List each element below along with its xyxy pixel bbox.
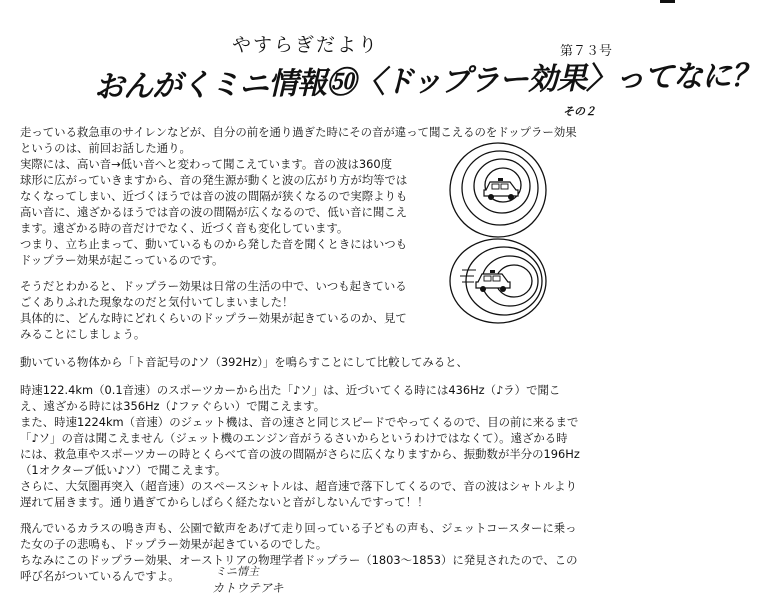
text-line: そうだとわかると、ドップラー効果は日常の生活の中で、いつも起きている bbox=[20, 279, 407, 293]
text-line: また、時速1224km（音速）のジェット機は、音の速さと同じスピードでやってくるので、目の前に来るまで bbox=[20, 415, 579, 429]
signature-label: ミニ情主 bbox=[215, 565, 259, 578]
signature-name: カトウテアキ bbox=[212, 581, 284, 595]
headline: おんがくミニ情報㊿〈ドップラー効果〉ってなに？ bbox=[93, 58, 760, 105]
text-line: 走っている救急車のサイレンなどが、自分の前を通り過ぎた時にその音が違って聞こえるのをドップラー効果 bbox=[20, 125, 577, 139]
car-sound-waves-icon bbox=[448, 140, 548, 240]
car-icon bbox=[476, 270, 510, 292]
text-line: 高い音に、遠ざかるほうでは音の波の間隔が広くなるので、低い音に聞こえ bbox=[20, 205, 408, 219]
text-line: さらに、大気圏再突入（超音速）のスペースシャトルは、超音速で落下してくるので、音の波はシャトルより bbox=[20, 479, 577, 493]
newsletter-title: やすらぎだより bbox=[232, 34, 380, 56]
text-line: え、遠ざかる時には356Hz（♪ファぐらい）で聞こえます。 bbox=[20, 399, 326, 413]
text-line: ちなみにこのドップラー効果、オーストリアの物理学者ドップラー（1803～1853）に発見されたので、この bbox=[20, 553, 578, 567]
corner-mark bbox=[660, 0, 675, 3]
text-line: というのは、前回お話した通り。 bbox=[20, 141, 191, 155]
text-line: みることにしましょう。 bbox=[20, 327, 146, 341]
text-line: ごくありふれた現象なのだと気付いてしまいました！ bbox=[20, 295, 294, 309]
text-line: には、救急車やスポーツカーの時とくらべて音の波の間隔がさらに広くなりますから、振動数が半分の196Hz bbox=[20, 447, 580, 461]
headline-subtitle: その２ bbox=[563, 105, 596, 118]
text-line: 遅れて届きます。通り過ぎてからしばらく経たないと音がしないんですって！！ bbox=[20, 495, 429, 509]
ambulance-sound-waves-icon bbox=[448, 236, 548, 326]
text-line: 具体的に、どんな時にどれくらいのドップラー効果が起きているのか、見て bbox=[20, 311, 407, 325]
text-line: た女の子の悲鳴も、ドップラー効果が起きているのでした。 bbox=[20, 537, 328, 551]
text-line: ます。遠ざかる時の音だけでなく、近づく音も変化しています。 bbox=[20, 221, 349, 235]
issue-number: 第７３号 bbox=[560, 44, 613, 59]
text-line: 呼び名がついているんですよ。 bbox=[20, 569, 180, 583]
text-line: 飛んでいるカラスの鳴き声も、公園で歓声をあげて走り回っている子どもの声も、ジェットコースターに乗っ bbox=[20, 521, 577, 535]
car-icon bbox=[484, 178, 518, 200]
text-line: 動いている物体から「ト音記号の♪ソ（392Hz）」を鳴らすことにして比較してみると、 bbox=[20, 355, 468, 369]
text-line: 時速122.4km（0.1音速）のスポーツカーから出た「♪ソ」は、近づいてくる時には436Hz（♪ラ）で聞こ bbox=[20, 383, 561, 397]
text-line: つまり、立ち止まって、動いているものから発した音を聞くときにはいつも bbox=[20, 237, 408, 251]
text-line: 「♪ソ」の音は聞こえません（ジェット機のエンジン音がうるさいからというわけではなくて）。遠ざかる時 bbox=[20, 431, 568, 445]
text-line: 球形に広がっていきますから、音の発生源が動くと波の広がり方が均等では bbox=[20, 173, 408, 187]
text-line: （1オクターブ低い♪ソ）で聞こえます。 bbox=[20, 463, 227, 477]
text-line: ドップラー効果が起こっているのです。 bbox=[20, 253, 224, 267]
text-line: 実際には、高い音→低い音へと変わって聞こえています。音の波は360度 bbox=[20, 157, 392, 171]
text-line: なくなってしまい、近づくほうでは音の波の間隔が狭くなるので実際よりも bbox=[20, 189, 408, 203]
